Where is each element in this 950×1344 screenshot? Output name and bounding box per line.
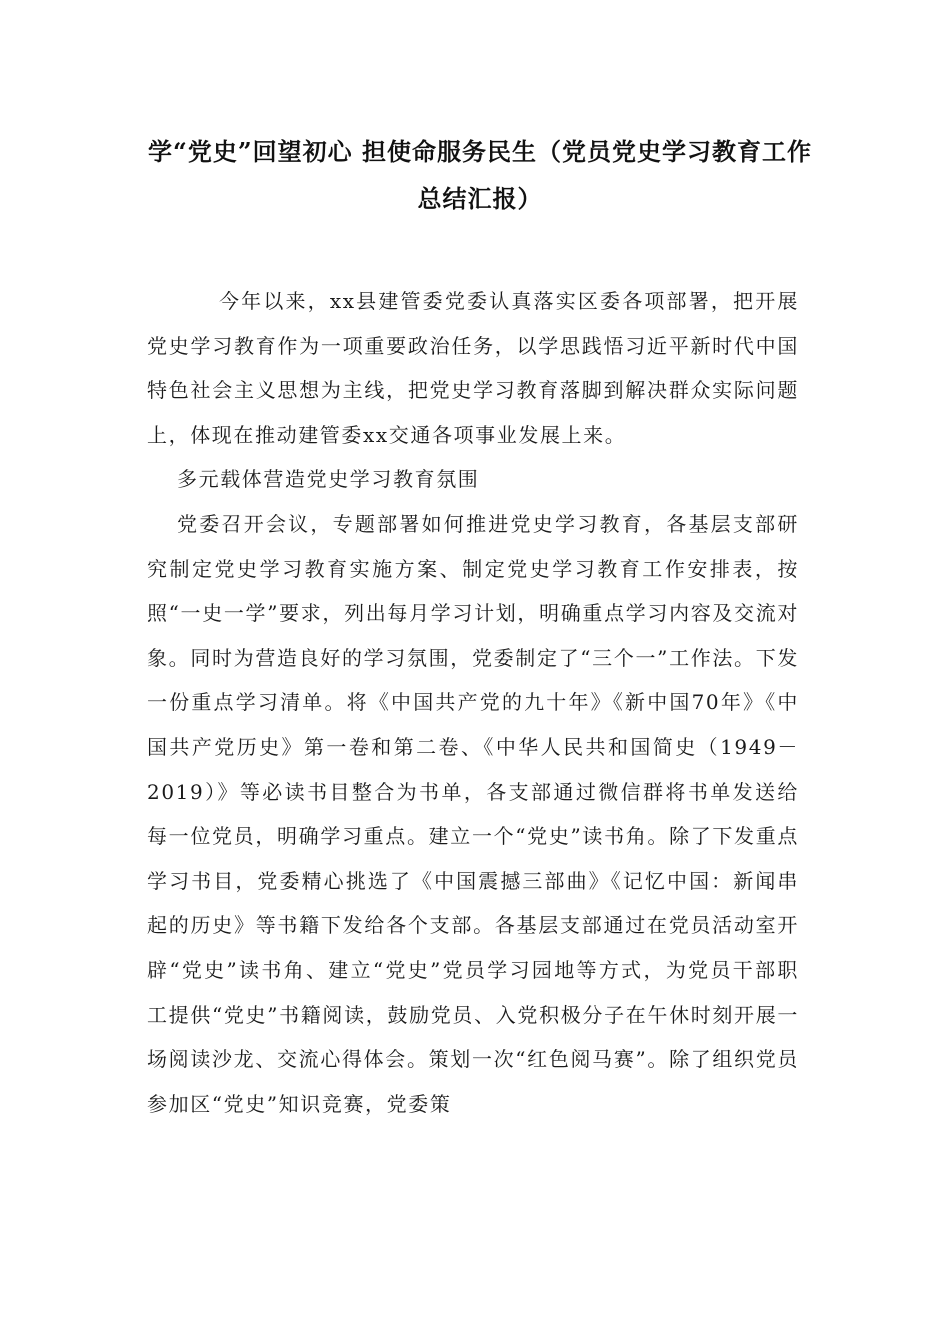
section-heading: 多元载体营造党史学习教育氛围 bbox=[177, 467, 480, 492]
paragraph-body: 党委召开会议，专题部署如何推进党史学习教育，各基层支部研究制定党史学习教育实施方案、制定党史学习教育工作安排表，按照“一史一学”要求，列出每月学习计划，明确重点学习内容及交流对象。同时为营造良好的学习氛围，党委制定了“三个一”工作法。下发一份重点学习清单。将《中国共产党的九十年》《新中国70年》《中国共产党历史》第一卷和第二卷、《中华人民共和国简史（1949－2019）》等必读书目整合为书单，各支部通过微信群将书单发送给每一位党员，明确学习重点。建立一个“党史”读书角。除了下发重点学习书目，党委精心挑选了《中国震撼三部曲》《记忆中国：新闻串起的历史》等书籍下发给各个支部。各基层支部通过在党员活动室开辟“党史”读书角、建立“党史”党员学习园地等方式，为党员干部职工提供“党史”书籍阅读，鼓励党员、入党积极分子在午休时刻开展一场阅读沙龙、交流心得体会。策划一次“红色阅马赛”。除了组织党员参加区“党史”知识竞赛，党委策 bbox=[147, 511, 799, 1116]
document-title: 学“党史”回望初心 担使命服务民生（党员党史学习教育工作总结汇报） bbox=[148, 137, 812, 213]
document-body bbox=[147, 279, 799, 1126]
paragraph-intro: 今年以来，xx县建管委党委认真落实区委各项部署，把开展党史学习教育作为一项重要政治任务，以学思践悟习近平新时代中国特色社会主义思想为主线，把党史学习教育落脚到解决群众实际问题上，体现在推动建管委xx交通各项事业发展上来。 bbox=[147, 289, 799, 447]
